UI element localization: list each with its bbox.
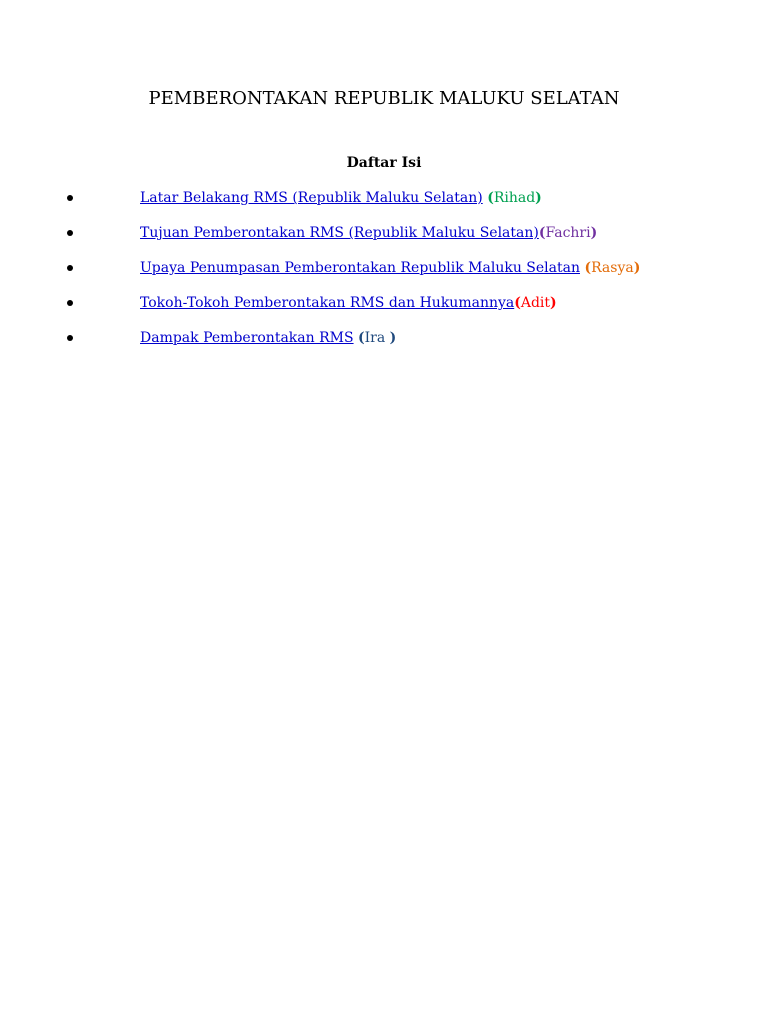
bullet-icon [67,195,73,201]
toc-item-text [140,188,542,208]
author-paren-close: ) [535,190,542,206]
author-name: Ira [364,330,390,346]
author-paren-open: ( [538,225,546,241]
toc-link-dampak[interactable]: Dampak Pemberontakan RMS [140,330,354,346]
bullet-icon [67,230,73,236]
bullet-icon [67,300,73,306]
author-paren-open: ( [487,190,494,206]
author-name: Adit [520,295,551,311]
toc-list [0,188,768,363]
toc-item [0,223,768,258]
toc-heading: Daftar Isi [346,155,422,171]
toc-link-tujuan[interactable]: Tujuan Pemberontakan RMS (Republik Maluku Selatan) [140,225,539,241]
toc-item [0,258,768,293]
author-name: Rasya [591,260,634,276]
toc-link-tokoh-tokoh[interactable]: Tokoh-Tokoh Pemberontakan RMS dan Hukumannya [140,295,515,311]
toc-item-text [140,293,557,313]
toc-item-text [140,258,640,278]
author-paren-open: ( [358,330,365,346]
toc-item [0,328,768,363]
author-paren-open: ( [514,295,521,311]
author-name: Rihad [493,190,536,206]
toc-item-text [140,328,396,348]
author-paren-close: ) [550,295,557,311]
author-paren-close: ) [633,260,641,276]
toc-link-upaya-penumpasan[interactable]: Upaya Penumpasan Pemberontakan Republik Maluku Selatan [140,260,580,276]
author-paren-open: ( [584,260,592,276]
page-title: PEMBERONTAKAN REPUBLIK MALUKU SELATAN [148,88,620,109]
toc-item [0,293,768,328]
bullet-icon [67,265,73,271]
author-paren-close: ) [389,330,397,346]
bullet-icon [67,335,73,341]
toc-item [0,188,768,223]
author-name: Fachri [545,225,591,241]
toc-link-latar-belakang[interactable]: Latar Belakang RMS (Republik Maluku Selatan) [140,190,483,206]
author-paren-close: ) [590,225,598,241]
toc-item-text [140,223,597,243]
